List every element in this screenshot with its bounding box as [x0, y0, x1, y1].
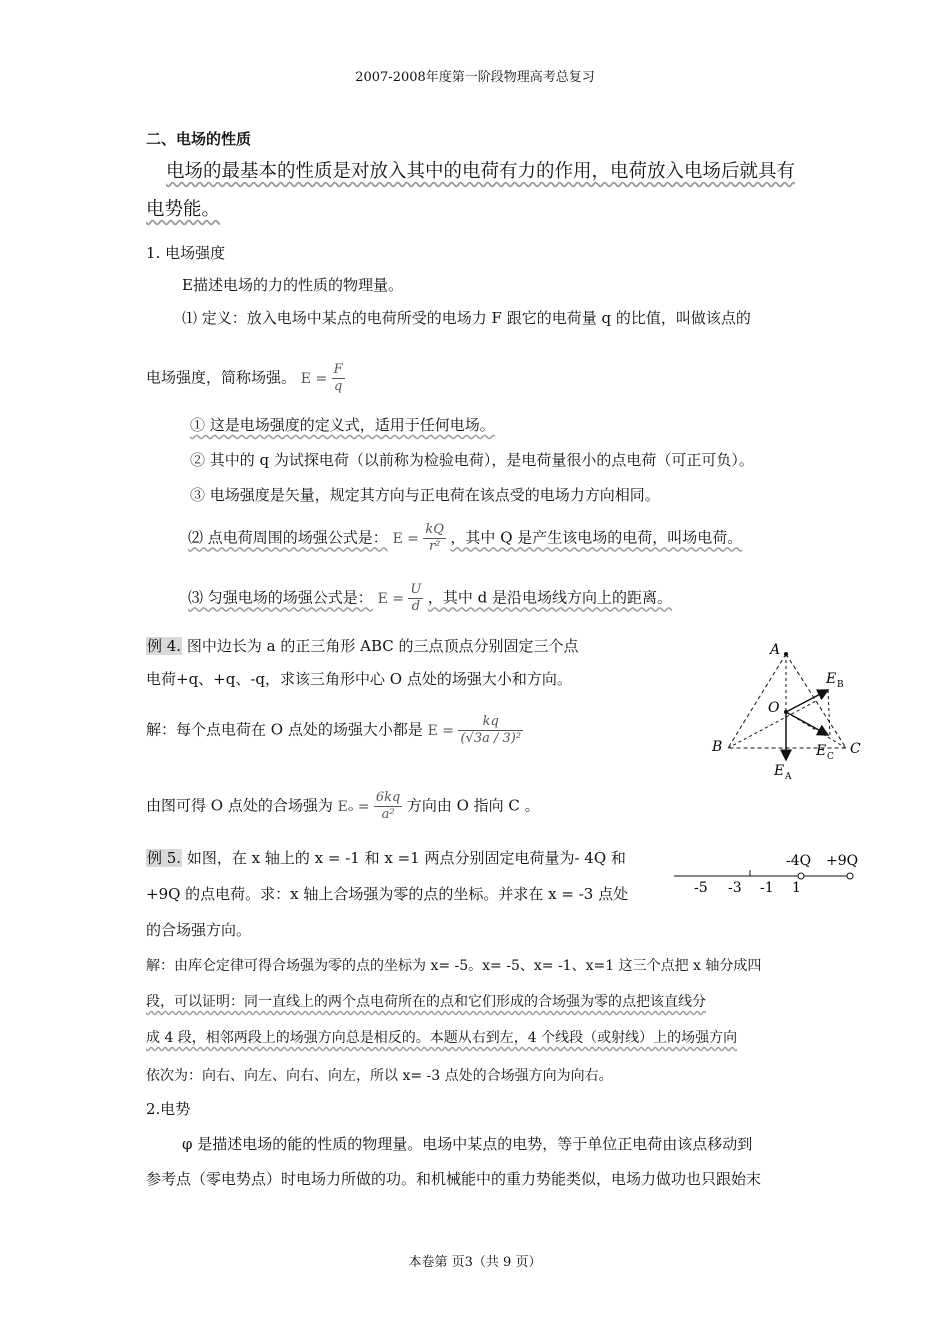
uniform-field-formula-line: [188, 582, 672, 615]
parallelogram-side-1: [828, 690, 830, 736]
charge-minus-4q-label: -4Q: [786, 853, 812, 869]
arrow-ec: [786, 712, 828, 735]
vertex-a-dot: [784, 652, 788, 656]
uniform-suffix: ，其中 d 是沿电场线方向上的距离。: [427, 588, 672, 607]
point-charge-prefix: ⑵ 点电荷周围的场强公式是：: [188, 528, 388, 547]
example-4-solution-fraction: [458, 714, 523, 747]
example-4-line-1: [146, 635, 579, 656]
point-charge-numerator: kQ: [425, 522, 444, 537]
definition-formula-fraction: [332, 362, 345, 395]
point-charge-fraction: [423, 522, 446, 555]
example-4-solution-formula: [427, 714, 523, 746]
subsection-1-title: 1. 电场强度: [146, 244, 226, 262]
charge-plus-9q-label: +9Q: [826, 853, 859, 869]
note-1-text: ① 这是电场强度的定义式，适用于任何电场。: [190, 416, 495, 434]
example-5-solution-2: [146, 991, 706, 1011]
example-4-result-denominator: a²: [381, 807, 395, 822]
example-5-solution-4: 依次为：向右、向左、向右、向左，所以 x= -3 点处的合场强方向为向右。: [146, 1068, 613, 1084]
note-2: ② 其中的 q 为试探电荷（以前称为检验电荷），是电荷量很小的点电荷（可正可负）。: [190, 451, 754, 469]
charge-plus-9q-point: [847, 873, 853, 879]
example-5-line-2: +9Q 的点电荷。求：x 轴上合场强为零的点的坐标。并求在 x = -3 点处: [146, 885, 629, 903]
example-4-solution: [146, 714, 523, 747]
triangle-field-diagram: [700, 632, 880, 782]
example-4-solution-denominator: (√3a / 3)²: [460, 731, 522, 746]
label-b: B: [712, 739, 723, 755]
tick-label-minus-5: -5: [694, 880, 708, 896]
example-4-text-1: 图中边长为 a 的正三角形 ABC 的三点顶点分别固定三个点: [186, 637, 579, 655]
intro-text-2: 电势能。: [146, 199, 221, 220]
uniform-formula: [377, 582, 428, 614]
note-1: [190, 414, 495, 435]
uniform-lhs: E =: [377, 590, 404, 607]
intro-text-1: 电场的最基本的性质是对放入其中的电荷有力的作用，电荷放入电场后就具有: [166, 161, 796, 182]
example-5-solution-2-text: 段，可以证明：同一直线上的两个点电荷所在的点和它们形成的合场强为零的点把该直线分: [146, 994, 706, 1010]
point-charge-formula-line: [188, 522, 742, 555]
point-charge-denominator: r²: [428, 539, 441, 554]
example-4-solution-lhs: E =: [427, 722, 455, 739]
x-axis-diagram: [670, 848, 870, 898]
potential-line-1: φ 是描述电场的能的性质的物理量。电场中某点的电势，等于单位正电荷由该点移动到: [182, 1135, 753, 1153]
example-4-result-numerator: 6kq: [375, 790, 401, 805]
example-5-solution-3-text: 成 4 段，相邻两段上的场强方向总是相反的。本题从右到左，4 个线段（或射线）上的场强方向: [146, 1030, 738, 1046]
page-header: 2007-2008年度第一阶段物理高考总复习: [355, 70, 595, 85]
tick-label-minus-1: -1: [760, 880, 774, 896]
definition-formula-lhs: E =: [300, 370, 328, 387]
example-4-result-fraction: [374, 790, 402, 823]
potential-line-2: 参考点（零电势点）时电场力所做的功。和机械能中的重力势能类似，电场力做功也只跟始末: [146, 1170, 762, 1188]
point-charge-formula: [392, 522, 451, 554]
center-o-dot: [784, 710, 788, 714]
uniform-denominator: d: [411, 599, 421, 614]
label-ea: E: [774, 763, 785, 779]
intro-line-2: [146, 195, 220, 221]
note-3: ③ 电场强度是矢量，规定其方向与正电荷在该点受的电场力方向相同。: [190, 486, 660, 504]
intro-line-1: [166, 157, 795, 183]
point-charge-lhs: E =: [392, 530, 419, 547]
label-eb-sub: B: [837, 680, 844, 690]
charge-minus-4q-point: [798, 873, 804, 879]
example-4-result-formula: [337, 790, 407, 822]
example-5-line-3: 的合场强方向。: [146, 921, 252, 939]
subsection-2-title: 2.电势: [146, 1100, 191, 1118]
definition-line-2: [146, 362, 345, 395]
label-eb: E: [826, 671, 837, 687]
definition-formula: [300, 362, 345, 394]
uniform-fraction: [408, 582, 423, 615]
point-charge-suffix: ，其中 Q 是产生该电场的电荷，叫场电荷。: [450, 528, 743, 547]
tick-label-1: 1: [792, 880, 801, 896]
definition-line-1: ⑴ 定义：放入电场中某点的电荷所受的电场力 F 跟它的电荷量 q 的比值，叫做该点的: [182, 309, 751, 327]
example-5-text-1: 如图，在 x 轴上的 x = -1 和 x =1 两点分别固定电荷量为- 4Q 和: [186, 849, 626, 867]
label-a: A: [770, 642, 781, 658]
example-4-line-2: 电荷+q、+q、-q，求该三角形中心 O 点处的场强大小和方向。: [146, 670, 572, 688]
example-5-line-1: [146, 847, 626, 868]
tick-label-minus-3: -3: [728, 880, 742, 896]
uniform-numerator: U: [410, 582, 422, 597]
example-4-result-suffix: 方向由 O 指向 C 。: [406, 796, 540, 815]
example-5-solution-1: 解：由库仑定律可得合场强为零的点的坐标为 x= -5。x= -5、x= -1、x=1 这三个点把 x 轴分成四: [146, 958, 762, 974]
label-o: O: [768, 700, 780, 716]
label-ec-sub: C: [827, 752, 834, 762]
label-c: C: [850, 741, 861, 757]
e-field-description: E描述电场的力的性质的物理量。: [182, 276, 403, 294]
label-ec: E: [816, 743, 827, 759]
uniform-prefix: ⑶ 匀强电场的场强公式是：: [188, 588, 373, 607]
definition-line-2-text: 电场强度，简称场强。: [146, 368, 297, 387]
example-4-result-lhs: Eₒ =: [337, 798, 370, 815]
example-5-solution-3: [146, 1027, 737, 1047]
page-footer: 本卷第 页3（共 9 页）: [408, 1255, 542, 1270]
label-ea-sub: A: [785, 772, 792, 782]
example-4-solution-prefix: 解：每个点电荷在 O 点处的场强大小都是: [146, 720, 423, 739]
triangle-outline: [728, 654, 846, 748]
section-title: 二、电场的性质: [146, 130, 252, 148]
definition-formula-numerator: F: [333, 362, 343, 377]
example-4-label: 例 4.: [147, 637, 182, 655]
example-4-result: [146, 790, 540, 823]
example-4-result-prefix: 由图可得 O 点处的合场强为: [146, 796, 333, 815]
parallelogram-side-2: [786, 690, 828, 712]
example-4-solution-numerator: kq: [458, 714, 523, 731]
definition-formula-denominator: q: [334, 379, 343, 394]
example-5-label: 例 5.: [147, 849, 182, 867]
